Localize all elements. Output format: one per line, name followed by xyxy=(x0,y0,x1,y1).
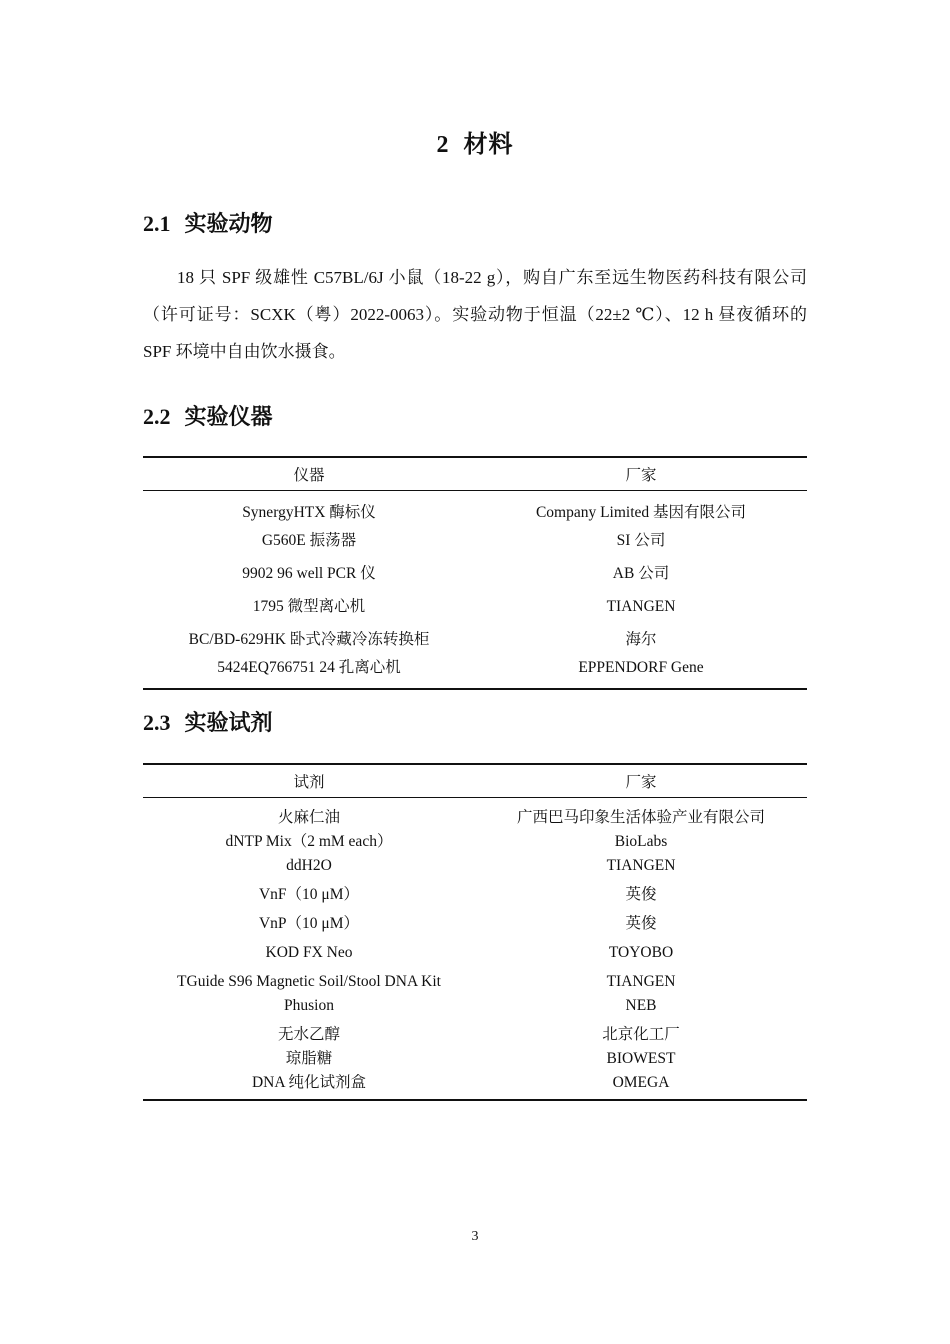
cell-text: G560E 振荡器 xyxy=(261,532,357,549)
chapter-title-text: 材料 xyxy=(463,132,514,158)
manufacturer-cell xyxy=(475,798,807,879)
cell-text: OMEGA xyxy=(612,1074,670,1091)
section-number: 2.3 xyxy=(143,710,171,735)
cell-text: AB 公司 xyxy=(612,565,670,582)
reagent-cell xyxy=(143,878,475,907)
table-row xyxy=(143,936,807,965)
chapter-title xyxy=(0,124,950,159)
cell-text: BIOWEST xyxy=(606,1050,676,1067)
section-heading-animals xyxy=(143,207,273,238)
cell-text: 琼脂糖 xyxy=(285,1050,333,1067)
cell-text: SynergyHTX 酶标仪 xyxy=(242,504,376,521)
cell-text: TIANGEN xyxy=(606,857,676,874)
cell-text: SI 公司 xyxy=(616,532,666,549)
cell-text: Company Limited 基因有限公司 xyxy=(535,504,747,521)
table-row xyxy=(143,491,807,556)
reagent-cell xyxy=(143,1018,475,1100)
reagent-cell xyxy=(143,965,475,1018)
cell-text: NEB xyxy=(625,997,657,1014)
cell-text: 5424EQ766751 24 孔离心机 xyxy=(217,659,401,676)
paragraph-text: 18 只 SPF 级雄性 C57BL/6J 小鼠（18-22 g），购自广东至远生物医药科技有限公司（许可证号：SCXK（粤）2022-0063）。实验动物于恒温（22±2 ℃）、12 h 昼夜循环的 SPF 环境中自由饮水摄食。 xyxy=(143,268,807,361)
reagent-cell xyxy=(143,936,475,965)
instrument-cell xyxy=(143,555,475,588)
cell-text: ddH2O xyxy=(286,857,332,874)
manufacturer-cell xyxy=(475,621,807,689)
manufacturer-cell xyxy=(475,965,807,1018)
cell-text: 火麻仁油 xyxy=(277,809,340,826)
cell-text: 海尔 xyxy=(625,631,657,648)
column-header-reagent: 试剂 xyxy=(143,764,475,798)
cell-text: Phusion xyxy=(284,997,334,1014)
cell-text: BC/BD-629HK 卧式冷藏冷冻转换柜 xyxy=(188,631,430,648)
section-title: 实验仪器 xyxy=(184,404,273,429)
cell-text: dNTP Mix（2 mM each） xyxy=(225,833,393,850)
table-row xyxy=(143,798,807,879)
manufacturer-cell xyxy=(475,491,807,556)
manufacturer-cell xyxy=(475,1018,807,1100)
section-title: 实验试剂 xyxy=(184,710,273,735)
cell-text: 英俊 xyxy=(625,915,657,932)
column-header-instrument: 仪器 xyxy=(143,457,475,491)
instrument-cell xyxy=(143,491,475,556)
table-row xyxy=(143,555,807,588)
cell-text: TGuide S96 Magnetic Soil/Stool DNA Kit xyxy=(177,973,441,990)
section-title: 实验动物 xyxy=(184,211,273,236)
cell-text: 英俊 xyxy=(625,886,657,903)
manufacturer-cell xyxy=(475,588,807,621)
cell-text: EPPENDORF Gene xyxy=(578,659,704,676)
instruments-table xyxy=(143,456,807,690)
section-number: 2.2 xyxy=(143,404,171,429)
instrument-cell xyxy=(143,588,475,621)
section-number: 2.1 xyxy=(143,211,171,236)
cell-text: BioLabs xyxy=(614,833,668,850)
table-row xyxy=(143,965,807,1018)
column-header-manufacturer: 厂家 xyxy=(475,457,807,491)
table-header-row xyxy=(143,764,807,798)
section-heading-reagents xyxy=(143,706,273,737)
section-heading-instruments xyxy=(143,400,273,431)
manufacturer-cell xyxy=(475,555,807,588)
table-row xyxy=(143,621,807,689)
reagents-table xyxy=(143,763,807,1101)
cell-text: 1795 微型离心机 xyxy=(252,598,366,615)
cell-text: TIANGEN xyxy=(606,598,676,615)
manufacturer-cell xyxy=(475,936,807,965)
table-row xyxy=(143,1018,807,1100)
cell-text: KOD FX Neo xyxy=(265,944,353,961)
reagent-cell xyxy=(143,798,475,879)
manufacturer-cell xyxy=(475,907,807,936)
animals-paragraph xyxy=(143,259,807,370)
reagent-cell xyxy=(143,907,475,936)
cell-text: VnF（10 μM） xyxy=(258,886,360,903)
instrument-cell xyxy=(143,621,475,689)
cell-text: TOYOBO xyxy=(608,944,674,961)
page-number: 3 xyxy=(471,1229,479,1244)
cell-text: TIANGEN xyxy=(606,973,676,990)
cell-text: 9902 96 well PCR 仪 xyxy=(242,565,376,582)
table-row xyxy=(143,588,807,621)
table-row xyxy=(143,907,807,936)
cell-text: 北京化工厂 xyxy=(602,1026,680,1043)
cell-text: 无水乙醇 xyxy=(277,1026,340,1043)
table-header-row xyxy=(143,457,807,491)
cell-text: VnP（10 μM） xyxy=(258,915,360,932)
chapter-number: 2 xyxy=(436,132,450,158)
manufacturer-cell xyxy=(475,878,807,907)
cell-text: 广西巴马印象生活体验产业有限公司 xyxy=(516,809,765,826)
table-row xyxy=(143,878,807,907)
cell-text: DNA 纯化试剂盒 xyxy=(251,1074,367,1091)
column-header-manufacturer: 厂家 xyxy=(475,764,807,798)
